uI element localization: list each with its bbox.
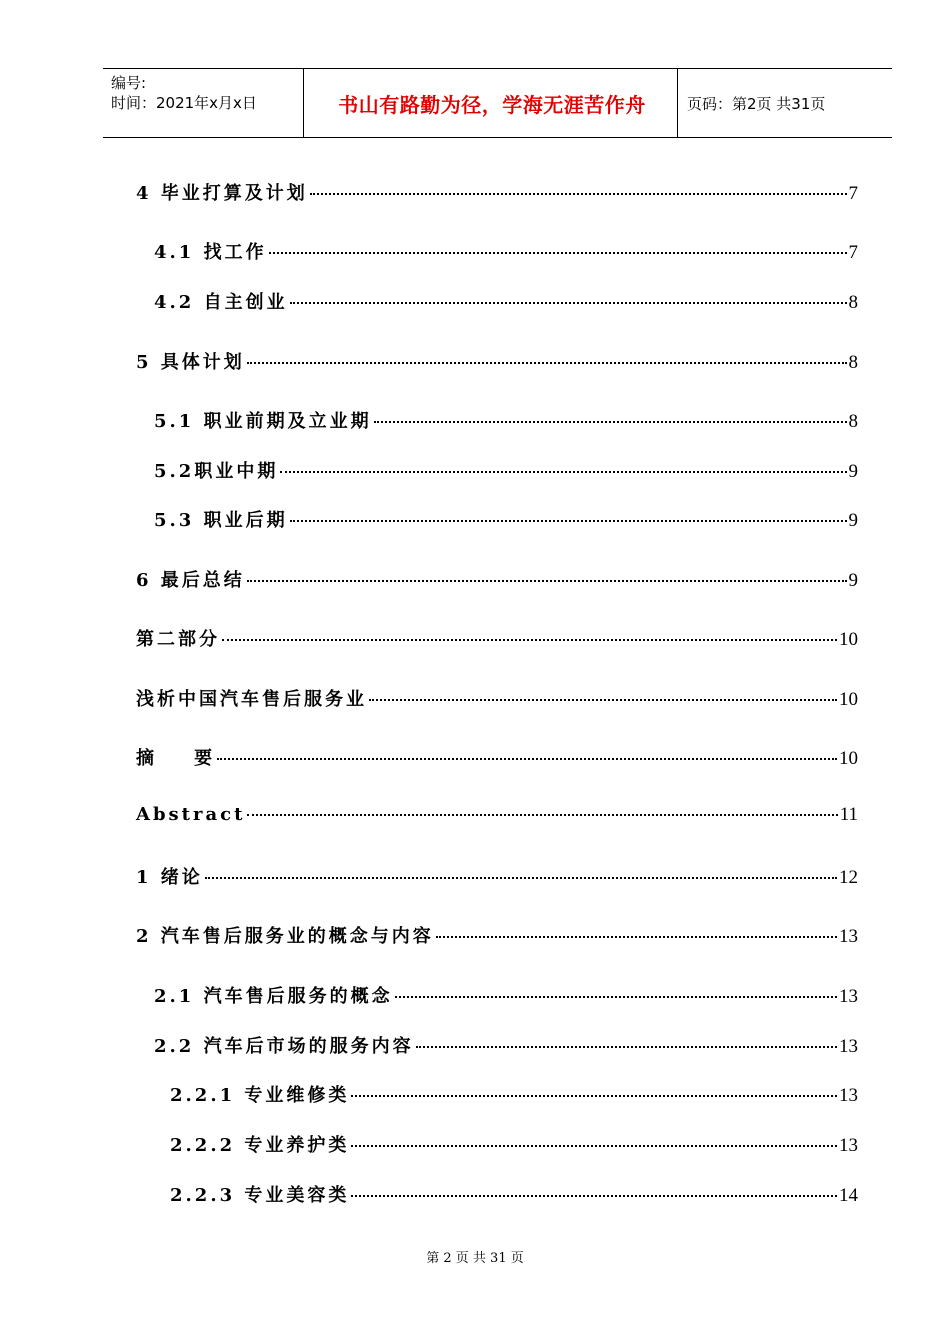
toc-entry-label: 4.2 自主创业 [154,292,288,313]
toc-entry-page: 12 [839,867,858,888]
toc-entry-page: 8 [848,292,858,313]
toc-leader-dots [217,758,837,760]
toc-leader-dots [395,996,837,998]
toc-entry[interactable] [154,982,858,1008]
toc-leader-dots [436,936,837,938]
toc-entry[interactable] [170,1131,858,1157]
toc-leader-dots [222,639,837,641]
toc-leader-dots [290,302,847,304]
toc-entry-page: 8 [848,352,858,373]
time-label: 时间：2021年x月x日 [111,94,257,112]
toc-entry[interactable] [154,457,858,483]
toc-entry-label: 2.2.2 专业养护类 [170,1135,350,1156]
toc-entry[interactable] [154,506,858,532]
toc-entry[interactable] [136,922,858,948]
toc-entry-label: Abstract [136,804,246,825]
toc-entry[interactable] [170,1181,858,1207]
number-label: 编号: [111,74,147,92]
toc-entry-page: 13 [839,1085,858,1106]
toc-entry-page: 13 [839,1036,858,1057]
toc-entry[interactable] [136,179,858,205]
toc-entry-label: 第二部分 [136,629,220,650]
toc-leader-dots [310,193,847,195]
toc-entry-label: 2.1 汽车售后服务的概念 [154,986,393,1007]
toc-entry-page: 7 [848,183,858,204]
toc-leader-dots [374,421,847,423]
toc-entry[interactable] [136,348,858,374]
toc-entry[interactable] [136,685,858,711]
toc-entry-page: 10 [839,689,858,710]
toc-leader-dots [351,1145,837,1147]
toc-entry[interactable] [154,407,858,433]
toc-entry-label: 2.2 汽车后市场的服务内容 [154,1036,414,1057]
toc-entry-page: 7 [848,242,858,263]
toc-leader-dots [369,699,837,701]
toc-entry-label: 5 具体计划 [136,352,245,373]
toc-entry-label: 6 最后总结 [136,570,245,591]
toc-entry-label: 1 绪论 [136,867,203,888]
toc-entry-label: 2.2.1 专业维修类 [170,1085,350,1106]
toc-entry[interactable] [154,238,858,264]
toc-leader-dots [290,520,847,522]
toc-entry-label: 5.2职业中期 [154,461,279,482]
toc-leader-dots [247,814,837,816]
toc-entry[interactable] [154,1032,858,1058]
header-motto: 书山有路勤为径，学海无涯苦作舟 [338,92,646,117]
toc-leader-dots [269,252,847,254]
toc-entry[interactable] [136,744,858,770]
toc-leader-dots [280,471,846,473]
toc-entry-label: 5.1 职业前期及立业期 [154,411,372,432]
toc-entry[interactable] [170,1081,858,1107]
toc-entry-page: 13 [839,1135,858,1156]
toc-entry-label: 摘 要 [136,748,216,769]
toc-entry-page: 10 [839,748,858,769]
toc-leader-dots [416,1046,837,1048]
toc-entry-page: 14 [839,1185,858,1206]
toc-entry[interactable] [136,863,858,889]
toc-entry-page: 13 [839,986,858,1007]
toc-entry-page: 10 [839,629,858,650]
header-page-info: 页码：第2页 共31页 [687,95,826,113]
toc-leader-dots [247,362,847,364]
toc-leader-dots [247,580,847,582]
toc-entry-page: 9 [848,510,858,531]
toc-entry-label: 浅析中国汽车售后服务业 [136,689,367,710]
toc-entry-page: 11 [839,804,858,825]
toc-entry[interactable] [136,804,858,830]
toc-leader-dots [351,1095,837,1097]
toc-entry[interactable] [136,625,858,651]
toc-entry[interactable] [136,566,858,592]
toc-entry-label: 4 毕业打算及计划 [136,183,308,204]
toc-entry-page: 9 [848,570,858,591]
toc-entry[interactable] [154,288,858,314]
toc-leader-dots [351,1195,837,1197]
toc-entry-page: 9 [848,461,858,482]
toc-entry-label: 2.2.3 专业美容类 [170,1185,350,1206]
toc-entry-page: 8 [848,411,858,432]
page-footer: 第 2 页 共 31 页 [426,1251,524,1266]
toc-entry-label: 5.3 职业后期 [154,510,288,531]
toc-leader-dots [205,877,837,879]
toc-entry-label: 4.1 找工作 [154,242,267,263]
toc-entry-label: 2 汽车售后服务业的概念与内容 [136,926,434,947]
toc-entry-page: 13 [839,926,858,947]
